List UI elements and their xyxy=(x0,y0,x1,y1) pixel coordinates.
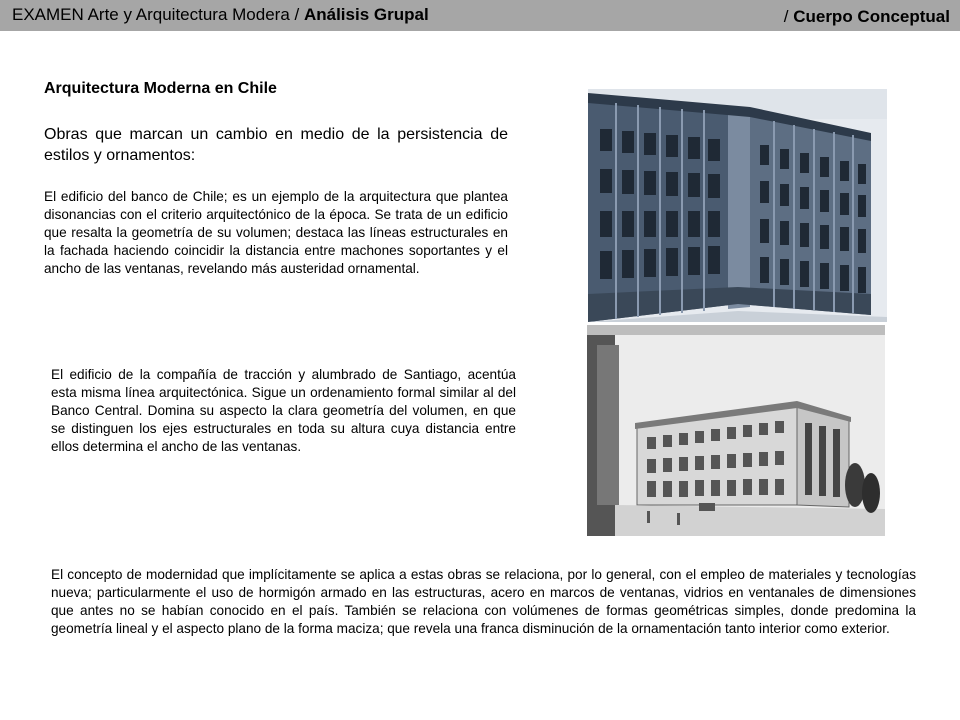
header-course-title xyxy=(12,5,429,25)
header-bar xyxy=(0,0,960,31)
header-left-bold: Análisis Grupal xyxy=(303,5,429,24)
paragraph-modernidad: El concepto de modernidad que implícitamente se aplica a estas obras se relaciona, por lo general, con el empleo de materiales y tecnologías nueva; particularmente el uso de hormigón armado en las estructuras, acero en marcos de ventanas, vidrios en ventanales de dimensiones que antes no se habían conocido en el país. También se relaciona con volúmenes de formas geométricas simples, donde predomina la geometría lineal y el aspecto plano de la forma maciza; que revela una franca disminución de la ornamentación tanto interior como exterior. xyxy=(51,567,916,636)
header-left-prefix: EXAMEN Arte y Arquitectura Modera / xyxy=(12,5,304,24)
header-right-prefix: / xyxy=(783,7,794,26)
header-section-title xyxy=(784,7,950,27)
page-subtitle: Obras que marcan un cambio en medio de la persistencia de estilos y ornamentos: xyxy=(44,126,508,164)
compania-traccion-drawing xyxy=(587,325,885,536)
paragraph-compania-traccion: El edificio de la compañía de tracción y alumbrado de Santiago, acentúa esta misma línea arquitectónica. Sigue un ordenamiento formal similar al del Banco Central. Domina su aspecto la clara geometría del volumen, en que se distinguen los ejes estructurales en toda su altura cuya distancia entre ellos determina el ancho de las ventanas. xyxy=(51,367,516,454)
banco-chile-photo xyxy=(588,89,887,322)
paragraph-banco-chile: El edificio del banco de Chile; es un ejemplo de la arquitectura que plantea disonancias con el criterio arquitectónico de la época. Se trata de un edificio que resalta la geometría de su volumen; destaca las líneas estructurales en la fachada haciendo coincidir la distancia entre machones soportantes y el ancho de las ventanas, revelando más austeridad ornamental. xyxy=(44,189,508,276)
header-right-bold: Cuerpo Conceptual xyxy=(793,7,950,26)
page-title: Arquitectura Moderna en Chile xyxy=(44,80,277,97)
